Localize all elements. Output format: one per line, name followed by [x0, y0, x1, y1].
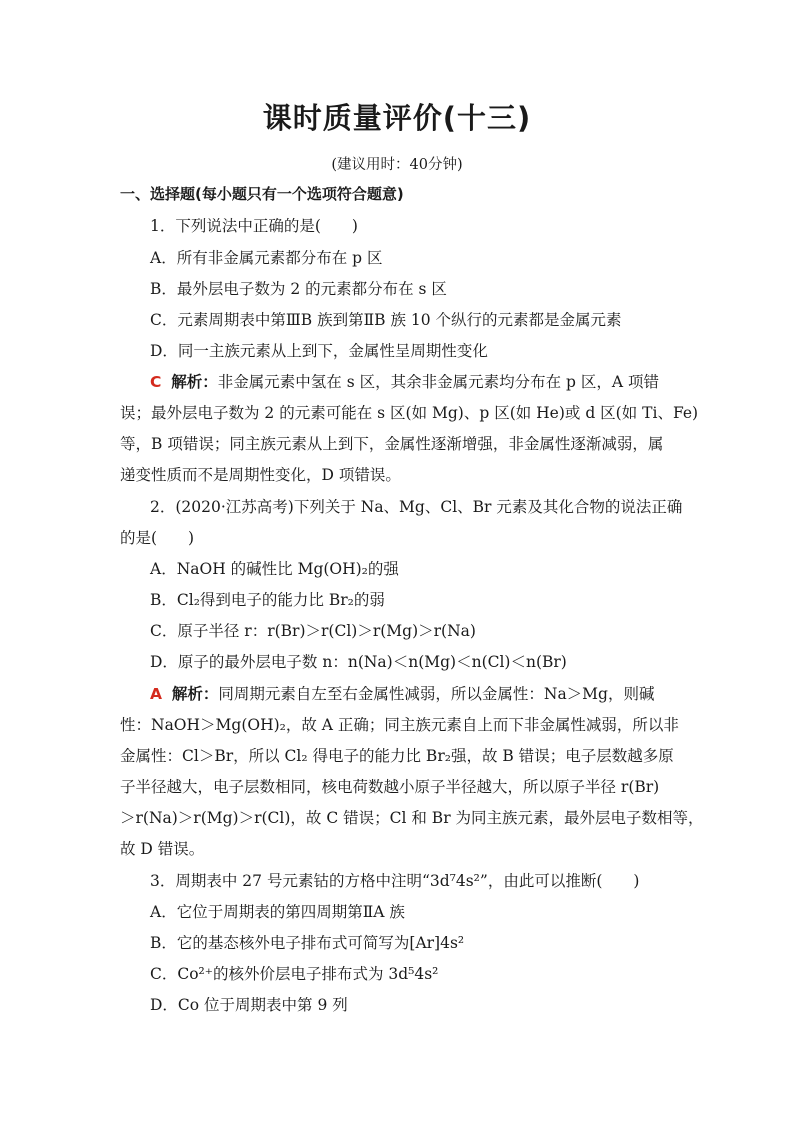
q3-option-c: C．Co²⁺的核外价层电子排布式为 3d⁵4s² — [150, 965, 439, 983]
q2-option-d: D．原子的最外层电子数 n：n(Na)＜n(Mg)＜n(Cl)＜n(Br) — [150, 653, 567, 671]
q2-explanation-line: ＞r(Na)＞r(Mg)＞r(Cl)，故 C 错误；Cl 和 Br 为同主族元素，最外层电子数相等， — [120, 809, 704, 827]
q2-explanation-label: 解析： — [171, 685, 219, 703]
q1-explanation-line — [150, 372, 710, 392]
q3-option-a: A．它位于周期表的第四周期第ⅡA 族 — [150, 903, 405, 921]
q2-explanation-line — [150, 684, 710, 704]
q1-explanation-label: 解析： — [171, 373, 218, 391]
q1-explanation-line: 等，B 项错误；同主族元素从上到下，金属性逐渐增强，非金属性逐渐减弱，属 — [120, 435, 664, 453]
q1-explanation-text: 非金属元素中氢在 s 区，其余非金属元素均分布在 p 区，A 项错 — [217, 373, 659, 391]
q2-answer: A — [150, 685, 162, 703]
q3-stem: 3．周期表中 27 号元素钴的方格中注明“3d⁷4s²”，由此可以推断( ) — [150, 872, 640, 890]
section-heading: 一、选择题(每小题只有一个选项符合题意) — [120, 185, 404, 203]
q1-option-c: C．元素周期表中第ⅢB 族到第ⅡB 族 10 个纵行的元素都是金属元素 — [150, 311, 622, 329]
q1-option-b: B．最外层电子数为 2 的元素都分布在 s 区 — [150, 280, 447, 298]
q2-stem: 2．(2020·江苏高考)下列关于 Na、Mg、Cl、Br 元素及其化合物的说法正确 — [150, 498, 683, 516]
q1-option-d: D．同一主族元素从上到下，金属性呈周期性变化 — [150, 342, 488, 360]
q1-explanation-line: 误；最外层电子数为 2 的元素可能在 s 区(如 Mg)、p 区(如 He)或 d 区(如 Ti、Fe) — [120, 404, 699, 422]
q2-explanation-line: 故 D 错误。 — [120, 840, 205, 858]
q2-option-b: B．Cl₂得到电子的能力比 Br₂的弱 — [150, 591, 385, 609]
q2-explanation-text: 同周期元素自左至右金属性减弱，所以金属性：Na＞Mg，则碱 — [218, 685, 655, 703]
q1-answer: C — [150, 373, 162, 391]
q3-option-d: D．Co 位于周期表中第 9 列 — [150, 996, 348, 1014]
q2-option-a: A．NaOH 的碱性比 Mg(OH)₂的强 — [150, 560, 399, 578]
q2-explanation-line: 子半径越大，电子层数相同，核电荷数越小原子半径越大，所以原子半径 r(Br) — [120, 778, 660, 796]
q3-option-b: B．它的基态核外电子排布式可简写为[Ar]4s² — [150, 934, 465, 952]
q1-stem: 1．下列说法中正确的是( ) — [150, 217, 358, 235]
q2-explanation-line: 性：NaOH＞Mg(OH)₂，故 A 正确；同主族元素自上而下非金属性减弱，所以非 — [120, 716, 679, 734]
q2-option-c: C．原子半径 r：r(Br)＞r(Cl)＞r(Mg)＞r(Na) — [150, 622, 476, 640]
page-title: 课时质量评价(十三) — [262, 101, 532, 135]
suggested-time: (建议用时：40分钟) — [331, 157, 463, 173]
q2-stem-cont: 的是( ) — [120, 529, 195, 547]
q1-explanation-line: 递变性质而不是周期性变化，D 项错误。 — [120, 466, 401, 484]
q2-explanation-line: 金属性：Cl＞Br，所以 Cl₂ 得电子的能力比 Br₂强，故 B 错误；电子层数越多原 — [120, 747, 674, 765]
q1-option-a: A．所有非金属元素都分布在 p 区 — [150, 249, 383, 267]
